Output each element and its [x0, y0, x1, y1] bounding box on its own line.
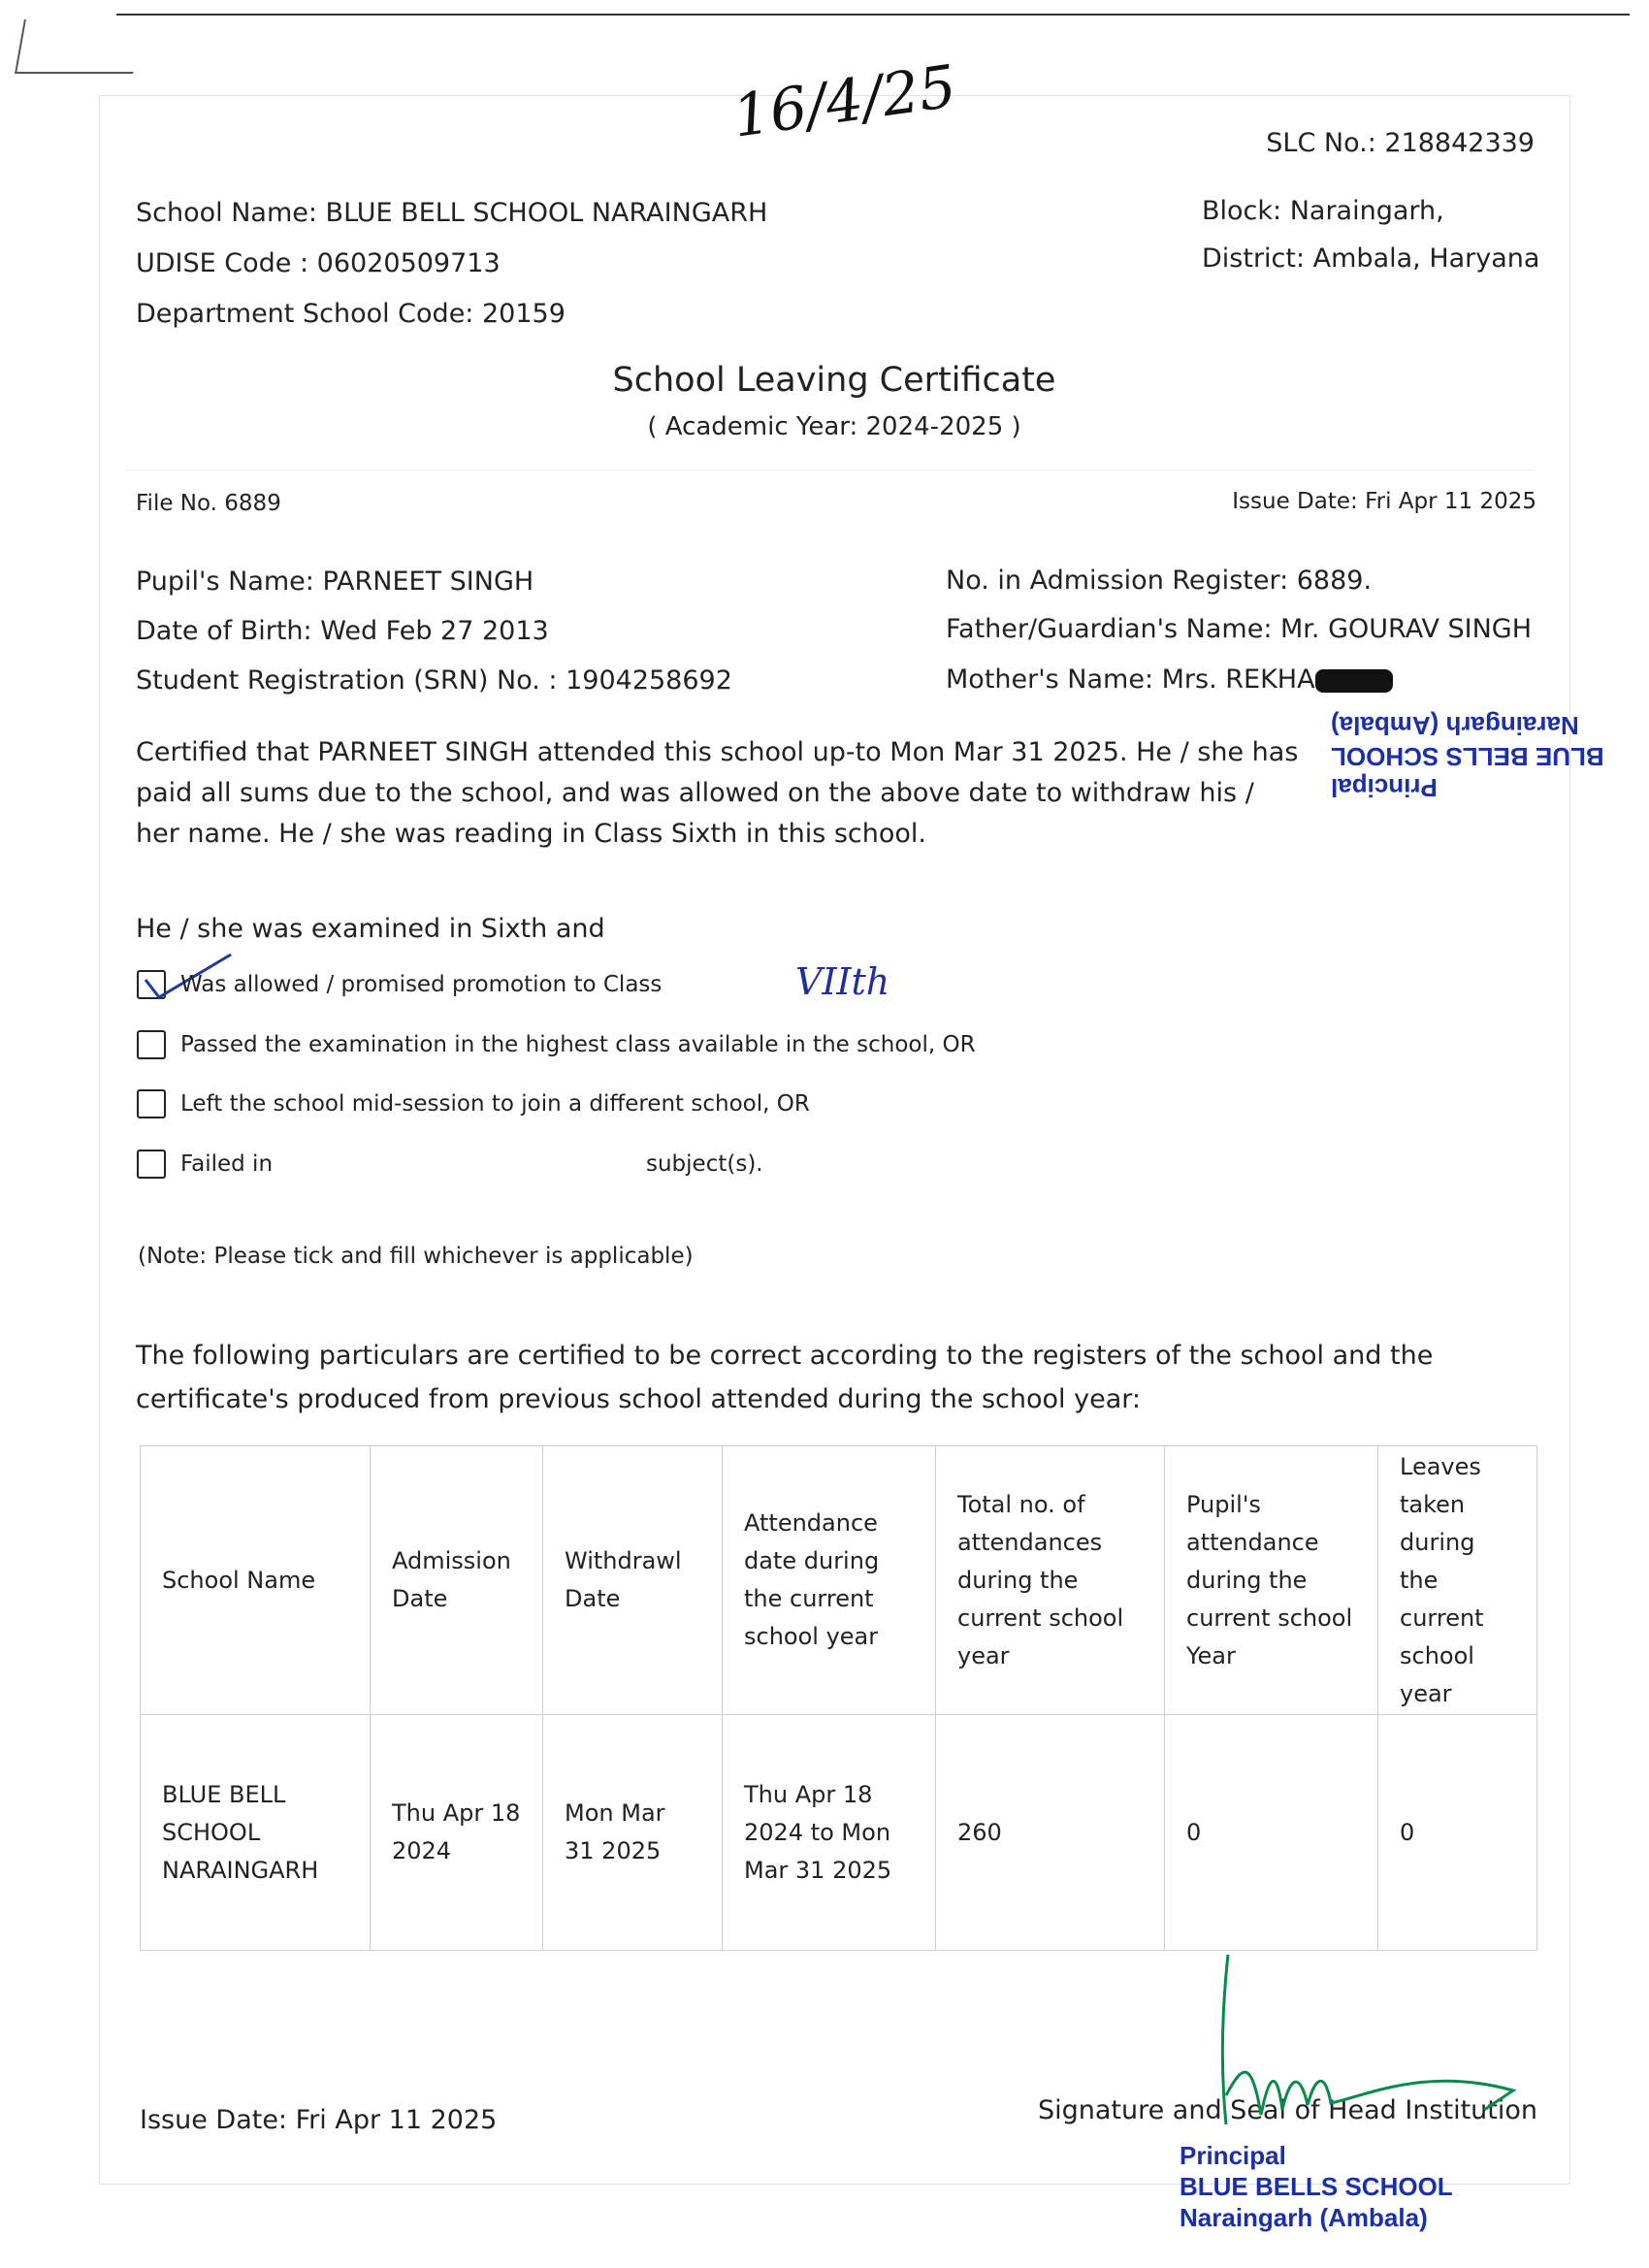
inverted-stamp [1331, 710, 1604, 803]
principal-stamp [1180, 2140, 1453, 2233]
redaction-mark [1315, 669, 1393, 693]
srn-number: Student Registration (SRN) No. : 1904258692 [136, 665, 732, 696]
father-name: Father/Guardian's Name: Mr. GOURAV SINGH [946, 614, 1533, 644]
particulars-paragraph: The following particulars are certified to be correct according to the registers of the school and the certificate's produced from previous school attended during the school year: [136, 1341, 1434, 1414]
pupil-name: Pupil's Name: PARNEET SINGH [136, 567, 534, 597]
stamp-line: Naraingarh (Ambala) [1180, 2203, 1428, 2232]
certified-paragraph: Certified that PARNEET SINGH attended this school up-to Mon Mar 31 2025. He / she has paid all sums due to the school, and was allowed on the above date to withdraw his / her name. He / she was reading in Class Sixth in this school. [136, 737, 1299, 849]
file-number: File No. 6889 [136, 491, 281, 516]
block: Block: Naraingarh, [1202, 196, 1444, 226]
option-label-left: Left the school mid-session to join a different school, OR [180, 1091, 810, 1117]
stamp-line: Principal [1180, 2141, 1286, 2170]
district: District: Ambala, Haryana [1202, 243, 1540, 274]
option-checkbox-failed[interactable] [137, 1150, 166, 1179]
option-label-passed: Passed the examination in the highest class available in the school, OR [180, 1032, 976, 1057]
stamp-line: Principal [1331, 773, 1438, 802]
cell-admission-date: Thu Apr 18 2024 [371, 1715, 543, 1951]
header-cell: Withdrawl Date [543, 1446, 723, 1715]
page-title: School Leaving Certificate [612, 361, 1056, 400]
issue-date-bottom: Issue Date: Fri Apr 11 2025 [140, 2105, 498, 2135]
cell-leaves: 0 [1378, 1715, 1537, 1951]
attendance-table [140, 1445, 1537, 1951]
admission-number: No. in Admission Register: 6889. [946, 566, 1373, 596]
scan-corner-fold [15, 19, 143, 74]
department-code: Department School Code: 20159 [136, 299, 566, 329]
cell-total-attendances: 260 [936, 1715, 1165, 1951]
cell-pupil-attendance: 0 [1165, 1715, 1378, 1951]
option-checkbox-left[interactable] [137, 1089, 166, 1118]
cell-withdrawl-date: Mon Mar 31 2025 [543, 1715, 723, 1951]
header-cell: Attendance date during the current school year [723, 1446, 936, 1715]
scan-edge-line [116, 14, 1630, 16]
header-cell: Pupil's attendance during the current school Year [1165, 1446, 1378, 1715]
issue-date-top: Issue Date: Fri Apr 11 2025 [1232, 489, 1536, 514]
cell-school-name: BLUE BELL SCHOOL NARAINGARH [141, 1715, 371, 1951]
school-name: School Name: BLUE BELL SCHOOL NARAINGARH [136, 198, 768, 228]
table-row [141, 1715, 1537, 1951]
udise-code: UDISE Code : 06020509713 [136, 248, 501, 278]
handwritten-date: 16/4/25 [728, 52, 961, 151]
option-suffix-failed: subject(s). [646, 1151, 763, 1177]
examined-text: He / she was examined in Sixth and [136, 914, 605, 944]
signature-label: Signature and Seal of Head Institution [1037, 2095, 1537, 2125]
slc-number: SLC No.: 218842339 [1266, 128, 1535, 158]
option-label-promoted: Was allowed / promised promotion to Class [180, 972, 663, 997]
stamp-line: BLUE BELLS SCHOOL [1180, 2172, 1453, 2201]
stamp-line: Naraingarh (Ambala) [1331, 711, 1579, 740]
header-cell: Admission Date [371, 1446, 543, 1715]
option-checkbox-passed[interactable] [137, 1030, 166, 1059]
option-label-failed: Failed in [180, 1151, 274, 1177]
header-cell: Leaves taken during the current school year [1378, 1446, 1537, 1715]
table-header-row [141, 1446, 1537, 1715]
cell-attendance-dates: Thu Apr 18 2024 to Mon Mar 31 2025 [723, 1715, 936, 1951]
header-cell: Total no. of attendances during the current school year [936, 1446, 1165, 1715]
note: (Note: Please tick and fill whichever is applicable) [138, 1244, 694, 1269]
academic-year: ( Academic Year: 2024-2025 ) [647, 412, 1021, 441]
signature-mark [1193, 1950, 1523, 2134]
mother-name: Mother's Name: Mrs. REKHA [946, 664, 1315, 695]
stamp-line: BLUE BELLS SCHOOL [1331, 742, 1604, 771]
handwritten-class: VIIth [795, 960, 890, 1003]
date-of-birth: Date of Birth: Wed Feb 27 2013 [136, 616, 549, 646]
header-cell: School Name [141, 1446, 371, 1715]
